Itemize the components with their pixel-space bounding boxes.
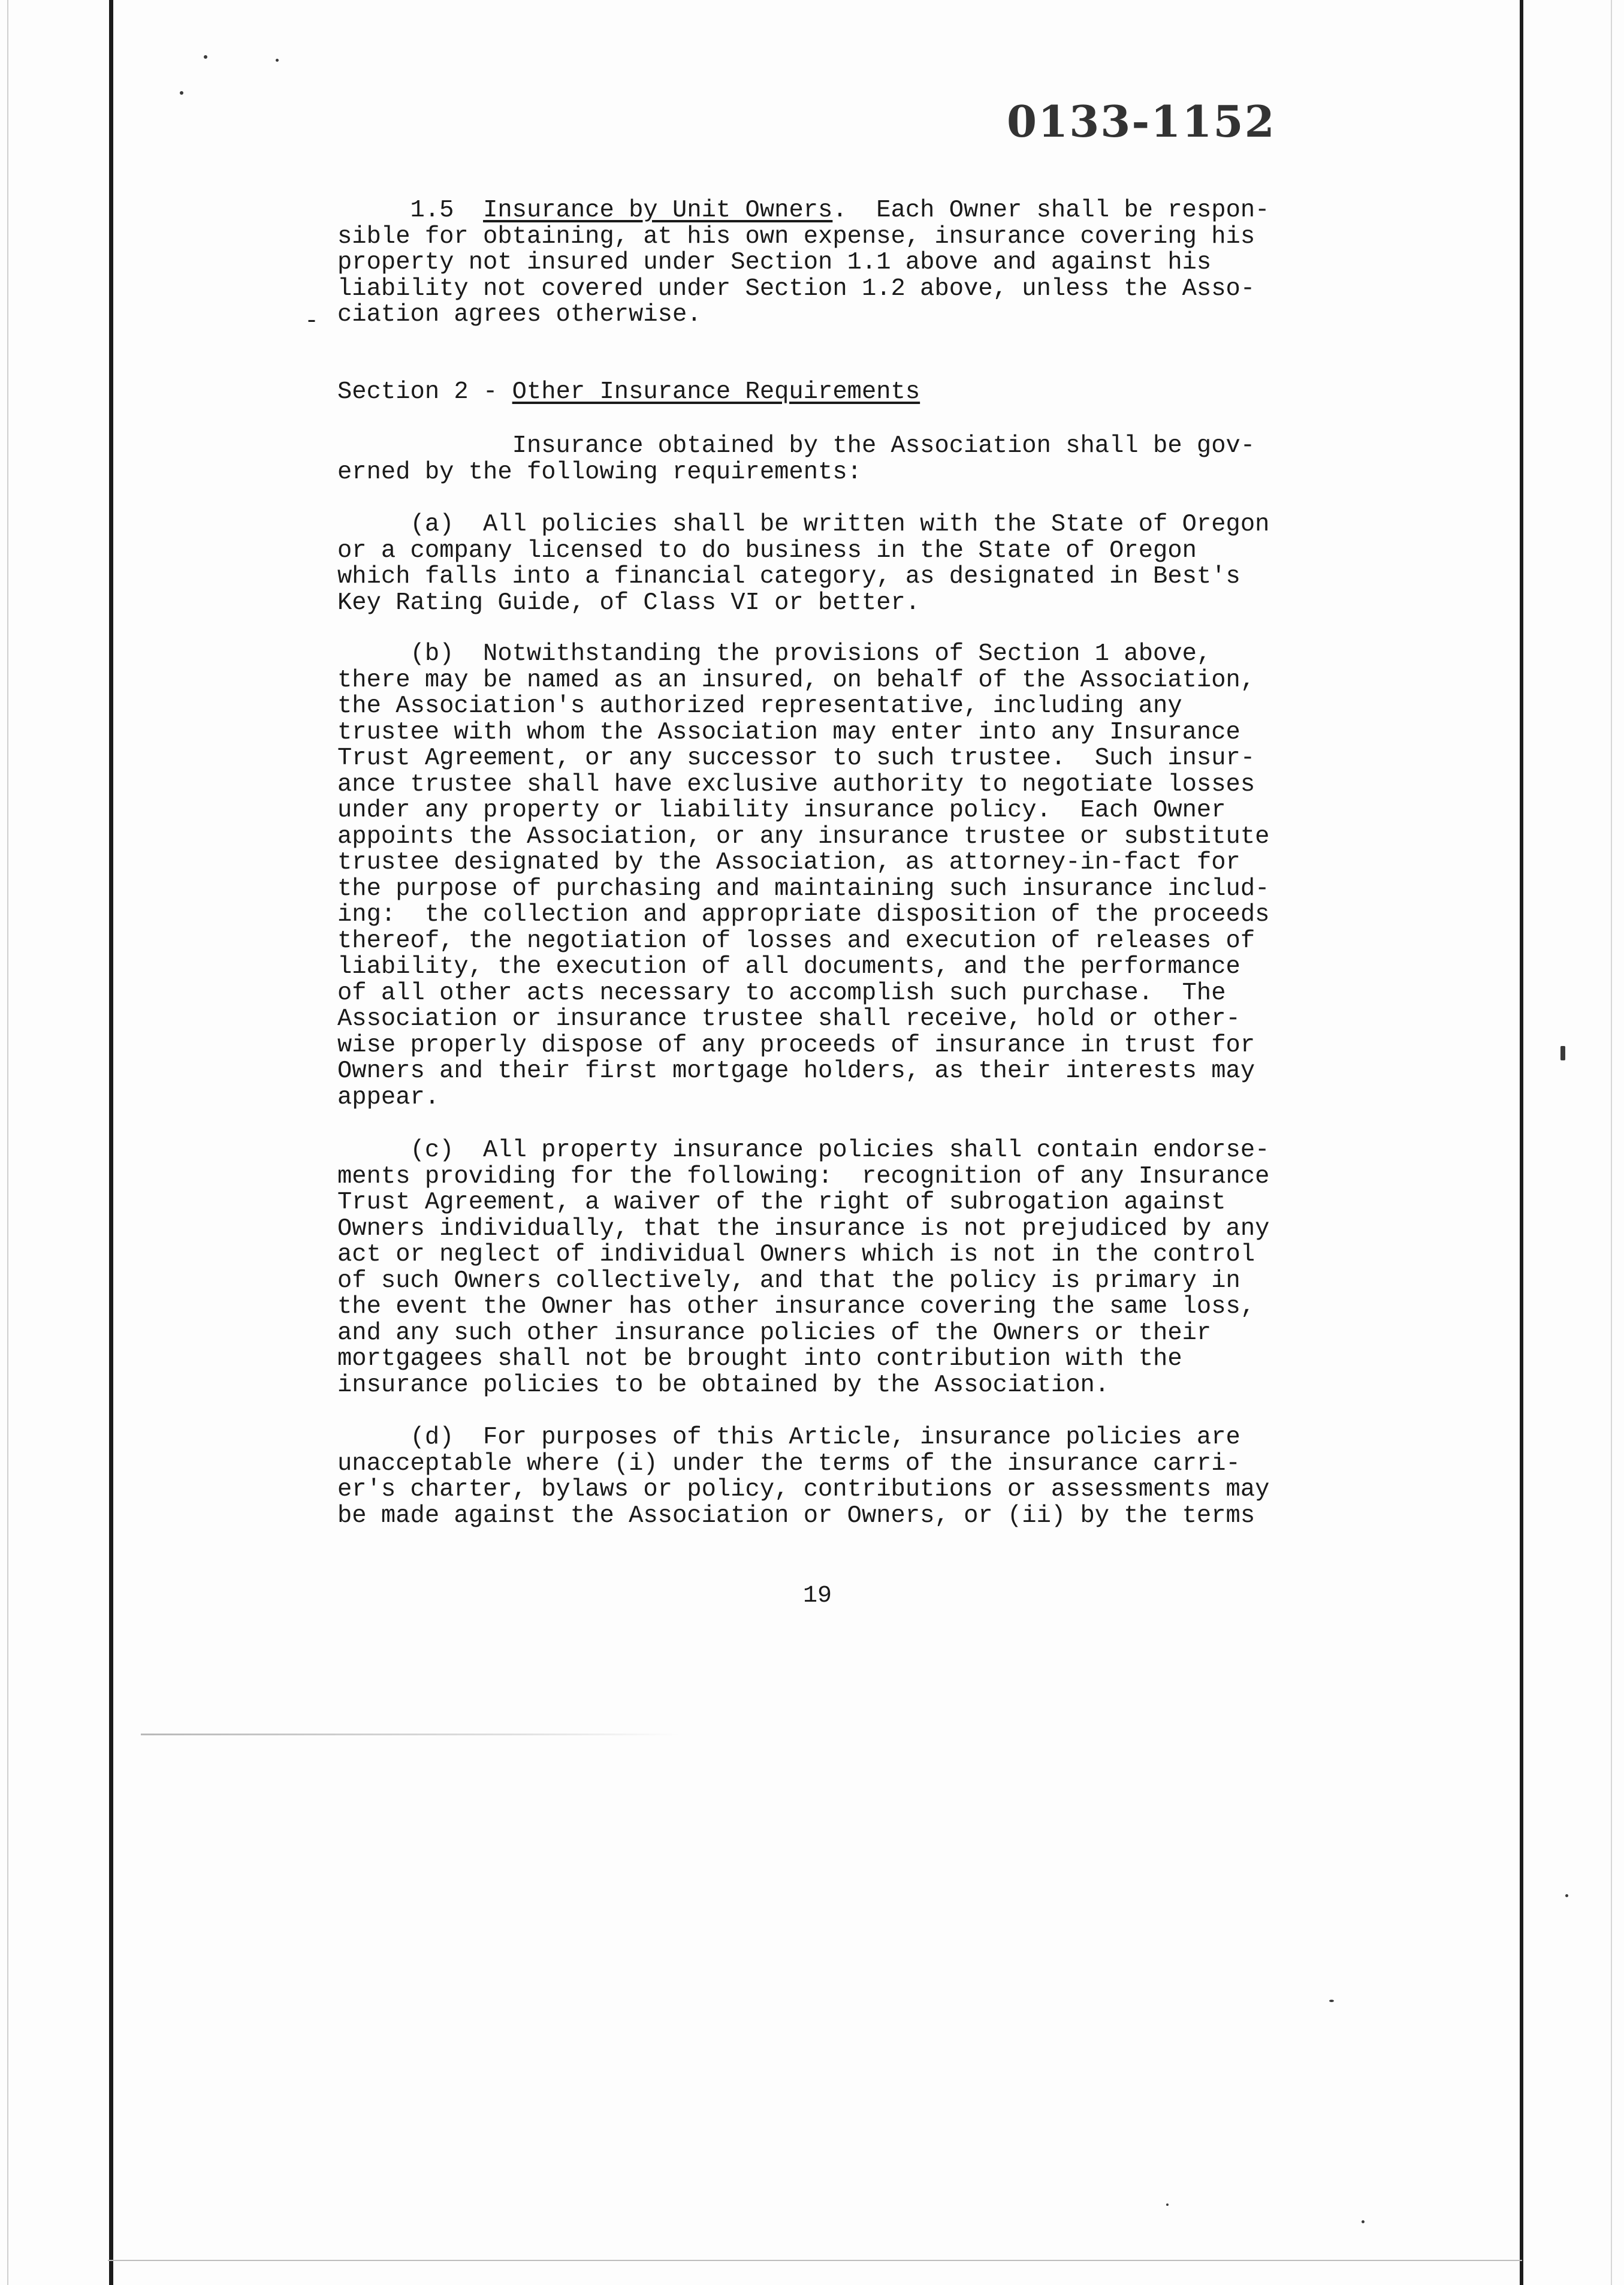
text-line: (c) All property insurance policies shall contain endorse- xyxy=(337,1137,1270,1164)
text-line: Key Rating Guide, of Class VI or better. xyxy=(337,589,920,617)
text-line: liability not covered under Section 1.2 above, unless the Asso- xyxy=(337,275,1255,303)
text-line: appear. xyxy=(337,1083,440,1111)
text-line: of all other acts necessary to accomplish such purchase. The xyxy=(337,979,1226,1007)
scan-speck xyxy=(1560,1046,1565,1060)
section-1-5 xyxy=(337,198,1344,328)
text-line: er's charter, bylaws or policy, contributions or assessments may xyxy=(337,1476,1270,1503)
text-line: act or neglect of individual Owners which is not in the control xyxy=(337,1241,1255,1268)
text-line: sible for obtaining, at his own expense, insurance covering his xyxy=(337,222,1255,251)
scan-speck xyxy=(1166,2203,1169,2206)
scan-speck xyxy=(276,59,279,62)
text-line: (d) For purposes of this Article, insurance policies are xyxy=(337,1424,1240,1451)
document-number: 0133-1152 xyxy=(1007,96,1276,147)
section-2-heading xyxy=(337,379,1344,406)
text-line: unacceptable where (i) under the terms of the insurance carri- xyxy=(337,1449,1240,1478)
section-1-5-indent xyxy=(337,197,410,224)
text-line: erned by the following requirements: xyxy=(337,458,862,486)
text-line: (b) Notwithstanding the provisions of Section 1 above, xyxy=(337,640,1212,668)
scan-edge-right xyxy=(1611,0,1612,2285)
paragraph-d xyxy=(337,1425,1344,1529)
text-line: (a) All policies shall be written with the State of Oregon xyxy=(337,511,1270,538)
scan-edge-left xyxy=(7,0,8,2285)
text-line: and any such other insurance policies of the Owners or their xyxy=(337,1319,1212,1347)
text-line: be made against the Association or Owners, or (ii) by the terms xyxy=(337,1502,1255,1530)
paragraph-a xyxy=(337,512,1344,616)
section-heading: Other Insurance Requirements xyxy=(512,378,920,406)
text-line: Association or insurance trustee shall receive, hold or other- xyxy=(337,1005,1240,1033)
scan-speck xyxy=(180,91,183,95)
margin-mark: - xyxy=(304,308,319,335)
text-line: mortgagees shall not be brought into contribution with the xyxy=(337,1345,1182,1373)
fold-line xyxy=(141,1734,680,1735)
text-line: trustee designated by the Association, as attorney-in-fact for xyxy=(337,849,1240,876)
text-line: liability, the execution of all documents, and the performance xyxy=(337,953,1240,981)
paragraph-c xyxy=(337,1138,1344,1398)
text-line: appoints the Association, or any insurance trustee or substitute xyxy=(337,822,1270,851)
text-line: the event the Owner has other insurance covering the same loss, xyxy=(337,1293,1255,1321)
text-line: trustee with whom the Association may enter into any Insurance xyxy=(337,718,1240,746)
text-line: of such Owners collectively, and that the policy is primary in xyxy=(337,1267,1240,1295)
text-line: ing: the collection and appropriate disposition of the proceeds xyxy=(337,901,1270,929)
text-line: property not insured under Section 1.1 above and against his xyxy=(337,249,1212,276)
scan-speck xyxy=(1329,2000,1334,2002)
scan-speck xyxy=(1362,2220,1365,2223)
text-line: the purpose of purchasing and maintaining such insurance includ- xyxy=(337,875,1270,903)
text-line: wise properly dispose of any proceeds of insurance in trust for xyxy=(337,1031,1255,1059)
section-number: 1.5 xyxy=(410,197,454,224)
text-line: the Association's authorized representative, including any xyxy=(337,692,1182,720)
text-line: there may be named as an insured, on behalf of the Association, xyxy=(337,666,1255,694)
page-border-left xyxy=(109,0,113,2285)
intro-paragraph xyxy=(337,433,1344,486)
text-line: Trust Agreement, or any successor to such trustee. Such insur- xyxy=(337,744,1255,772)
scan-speck xyxy=(204,55,207,59)
text-line: under any property or liability insurance policy. Each Owner xyxy=(337,797,1226,824)
text-line: Trust Agreement, a waiver of the right of subrogation against xyxy=(337,1189,1226,1216)
paragraph-b xyxy=(337,641,1344,1111)
text-line: . Each Owner shall be respon- xyxy=(832,197,1270,224)
text-line: Owners and their first mortgage holders, as their interests may xyxy=(337,1057,1255,1085)
section-prefix: Section 2 - xyxy=(337,378,512,406)
text-line: or a company licensed to do business in the State of Oregon xyxy=(337,536,1197,565)
section-heading: Insurance by Unit Owners xyxy=(483,197,833,224)
text-line: Insurance obtained by the Association shall be gov- xyxy=(337,432,1255,460)
page-border-right xyxy=(1520,0,1523,2285)
text-line: ments providing for the following: recognition of any Insurance xyxy=(337,1162,1270,1190)
page-bottom-edge xyxy=(108,2260,1522,2261)
text-line: insurance policies to be obtained by the Association. xyxy=(337,1371,1110,1399)
page-number: 19 xyxy=(803,1582,832,1609)
text-line: Owners individually, that the insurance is not prejudiced by any xyxy=(337,1214,1270,1243)
text-line: ciation agrees otherwise. xyxy=(337,301,702,328)
scan-speck xyxy=(1565,1894,1568,1897)
text-line: thereof, the negotiation of losses and execution of releases of xyxy=(337,927,1255,955)
text-line: ance trustee shall have exclusive authority to negotiate losses xyxy=(337,770,1255,798)
text-line: which falls into a financial category, as designated in Best's xyxy=(337,563,1240,590)
